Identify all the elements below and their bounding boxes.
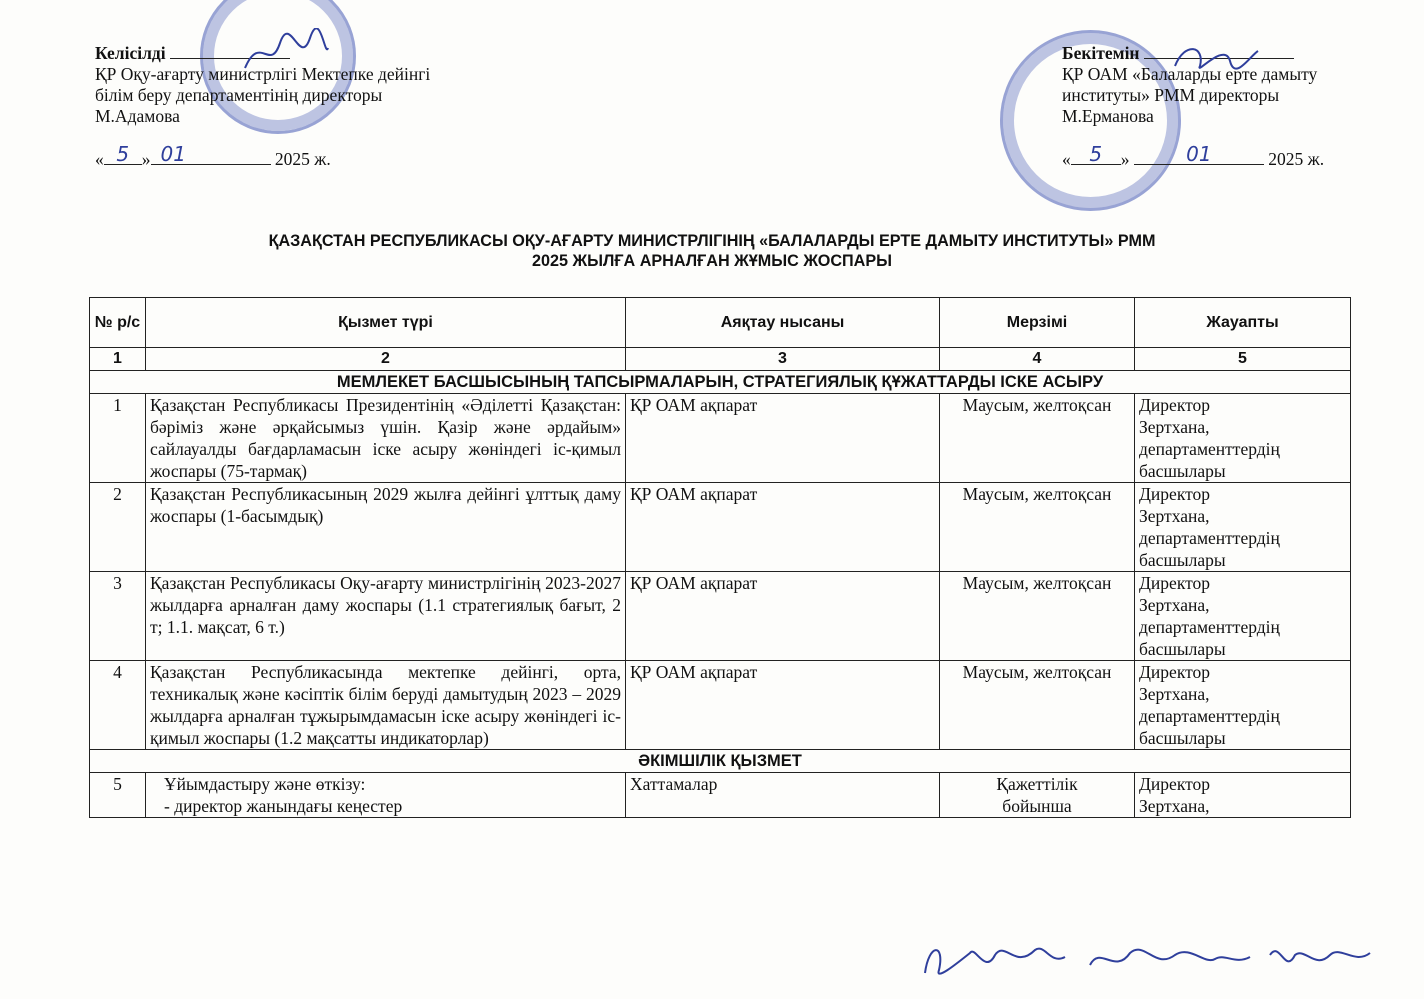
table-row: 1 Қазақстан Республикасы Президентінің «Әділетті Қазақстан: бәріміз және әрқайсымыз үшін. Қазір және әрдайым» сайлауалды бағдарламасын іске асыру жөніндегі іс-қимыл жоспары (75-тармақ) ҚР ОАМ ақпарат Маусым, желтоқсан Директор Зертхана, департаменттердің басшылары — [90, 394, 1351, 483]
header-activity: Қызмет түрі — [146, 298, 626, 348]
table-row: 3 Қазақстан Республикасы Оқу-ағарту министрлігінің 2023-2027 жылдарға арналған даму жоспары (1.1 стратегиялық бағыт, 2 т; 1.1. мақсат, 6 т.) ҚР ОАМ ақпарат Маусым, желтоқсан Директор Зертхана, департаменттердің басшылары — [90, 572, 1351, 661]
agreed-date: « 5 » 01 2025 ж. — [95, 142, 331, 169]
table-header-row — [90, 298, 1351, 348]
approved-day: 5 — [1089, 142, 1103, 166]
header-term: Мерзімі — [940, 298, 1135, 348]
agreed-signature — [240, 28, 330, 78]
column-number-row: 1 2 3 4 5 — [90, 348, 1351, 371]
agreed-line-2: білім беру департаментінің директоры — [95, 85, 383, 105]
agreed-label: Келісілді — [95, 43, 166, 63]
header-completion-form: Аяқтау нысаны — [626, 298, 940, 348]
approved-label: Бекітемін — [1062, 43, 1140, 63]
approved-signature — [1170, 36, 1260, 76]
approved-year: 2025 ж. — [1268, 149, 1325, 169]
work-plan-table — [89, 297, 1351, 818]
header-responsible: Жауапты — [1135, 298, 1351, 348]
document-title-line-1: ҚАЗАҚСТАН РЕСПУБЛИКАСЫ ОҚУ-АҒАРТУ МИНИСТРЛІГІНІҢ «БАЛАЛАРДЫ ЕРТЕ ДАМЫТУ ИНСТИТУТЫ» РММ — [268, 232, 1156, 250]
approved-month: 01 — [1186, 142, 1212, 166]
section-heading-administrative: ӘКІМШІЛІК ҚЫЗМЕТ — [90, 750, 1351, 773]
agreed-line-1: ҚР Оқу-ағарту министрлігі Мектепке дейінгі — [95, 64, 431, 84]
agreed-line-3: М.Адамова — [95, 106, 180, 126]
agreed-month: 01 — [160, 142, 186, 166]
agreed-day: 5 — [116, 142, 130, 166]
bottom-signatures — [915, 935, 1375, 985]
table-row: 5 Ұйымдастыру және өткізу: - директор жанындағы кеңестер Хаттамалар Қажеттілік бойынша Директор Зертхана, — [90, 773, 1351, 818]
document-title — [0, 231, 1424, 271]
approved-line-3: М.Ерманова — [1062, 106, 1154, 126]
header-number: № р/с — [90, 298, 146, 348]
document-title-line-2: 2025 ЖЫЛҒА АРНАЛҒАН ЖҰМЫС ЖОСПАРЫ — [531, 252, 892, 270]
approved-date: « 5 » 01 2025 ж. — [1062, 142, 1325, 169]
approved-line-2: институты» РММ директоры — [1062, 85, 1280, 105]
approved-line-1: ҚР ОАМ «Балаларды ерте дамыту — [1062, 64, 1318, 84]
agreed-year: 2025 ж. — [274, 149, 331, 169]
section-heading-strategic: МЕМЛЕКЕТ БАСШЫСЫНЫҢ ТАПСЫРМАЛАРЫН, СТРАТЕГИЯЛЫҚ ҚҰЖАТТАРДЫ ІСКЕ АСЫРУ — [90, 371, 1351, 394]
table-row: 2 Қазақстан Республикасының 2029 жылға дейінгі ұлттық даму жоспары (1-басымдық) ҚР ОАМ ақпарат Маусым, желтоқсан Директор Зертхана, департаменттердің басшылары — [90, 483, 1351, 572]
table-row: 4 Қазақстан Республикасында мектепке дейінгі, орта, техникалық және кәсіптік білім беруді дамытудың 2023 – 2029 жылдарға арналған тұжырымдамасын іске асыру жөніндегі іс-қимыл жоспары (1.2 мақсатты индикаторлар) ҚР ОАМ ақпарат Маусым, желтоқсан Директор Зертхана, департаменттердің басшылары — [90, 661, 1351, 750]
